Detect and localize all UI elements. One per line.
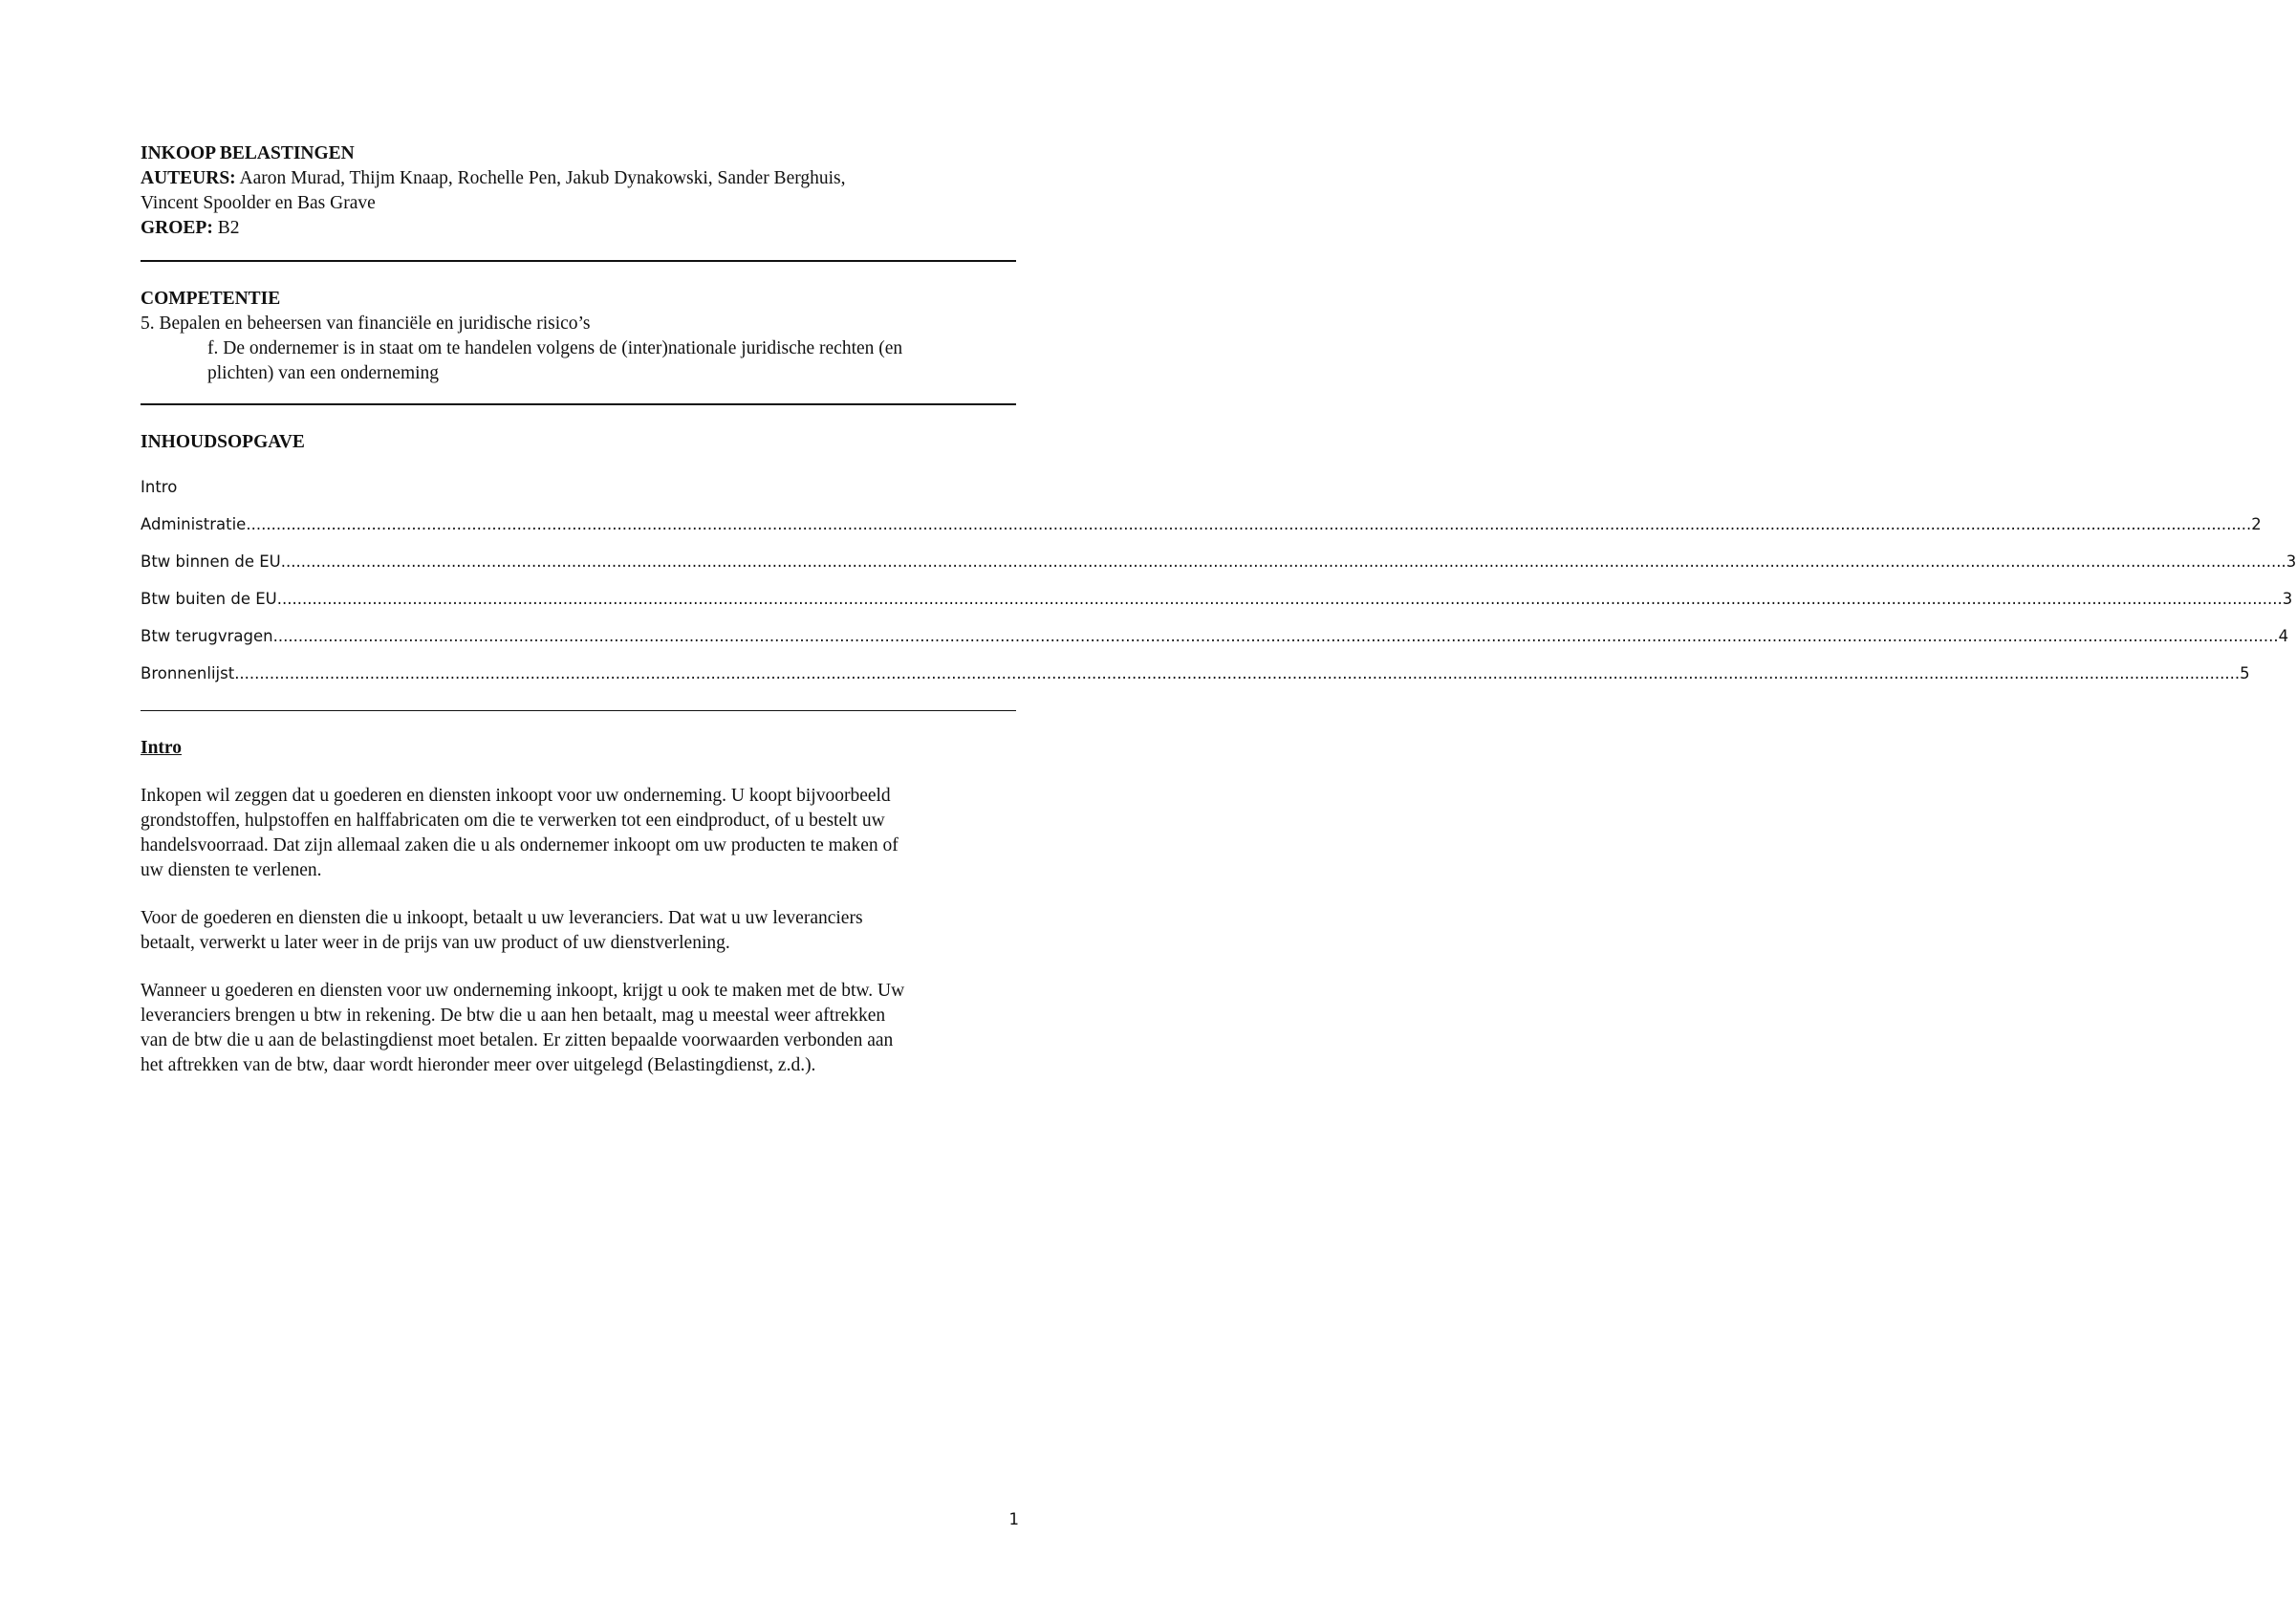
competence-heading: COMPETENTIE xyxy=(141,289,281,309)
intro-paragraph-2 xyxy=(141,906,1016,956)
toc-leader-dots: ................................................................................................................................................................................................................................................................................................................................................................................................................ xyxy=(246,515,2252,533)
toc-leader-dots: ................................................................................................................................................................................................................................................................................................................................................................................................................ xyxy=(234,664,2241,682)
intro-paragraph-1 xyxy=(141,784,1016,883)
paragraph-line: van de btw die u aan de belastingdienst moet betalen. Er zitten bepaalde voorwaarden verbonden aan xyxy=(141,1030,894,1050)
document-title: INKOOP BELASTINGEN xyxy=(141,143,355,163)
toc-entry-page: 3 xyxy=(2285,552,2296,571)
authors-value-line1: Aaron Murad, Thijm Knaap, Rochelle Pen, Jakub Dynakowski, Sander Berghuis, xyxy=(235,168,846,188)
group-line xyxy=(141,216,1016,241)
paragraph-line: leveranciers brengen u btw in rekening. De btw die u aan hen betaalt, mag u meestal weer aftrekken xyxy=(141,1006,886,1026)
competence-sub-item-line1: f. De ondernemer is in staat om te handelen volgens de (inter)nationale juridische rechten (en xyxy=(207,338,903,358)
paragraph-line: betaalt, verwerkt u later weer in de prijs van uw product of uw dienstverlening. xyxy=(141,933,730,953)
toc-entry-page: 2 xyxy=(2251,515,2262,533)
toc-entry-label: Btw buiten de EU xyxy=(141,590,277,608)
toc-entry[interactable] xyxy=(141,515,2262,534)
paragraph-line: Wanneer u goederen en diensten voor uw onderneming inkoopt, krijgt u ook te maken met de btw. Uw xyxy=(141,981,905,1001)
title-block xyxy=(141,141,1016,241)
toc-entry-page: 3 xyxy=(2282,590,2293,608)
competence-section xyxy=(141,287,1016,386)
group-value: B2 xyxy=(212,218,240,238)
toc-entry-page: 4 xyxy=(2278,627,2289,645)
paragraph-line: het aftrekken van de btw, daar wordt hieronder meer over uitgelegd (Belastingdienst, z.d.). xyxy=(141,1055,816,1075)
competence-item: 5. Bepalen en beheersen van financiële en juridische risico’s xyxy=(141,314,591,334)
authors-label: AUTEURS: xyxy=(141,168,236,188)
toc-entry-label: Bronnenlijst xyxy=(141,664,235,682)
toc-heading: INHOUDSOPGAVE xyxy=(141,432,305,452)
toc-entry[interactable] xyxy=(141,590,2293,609)
paragraph-line: uw diensten te verlenen. xyxy=(141,860,322,880)
authors-value-line2: Vincent Spoolder en Bas Grave xyxy=(141,193,376,213)
toc-entry[interactable] xyxy=(141,627,2289,646)
toc-entry[interactable] xyxy=(141,664,2250,683)
intro-paragraph-3 xyxy=(141,979,1016,1078)
toc-leader-dots: ................................................................................................................................................................................................................................................................................................................................................................................................................ xyxy=(276,590,2283,608)
page-number: 1 xyxy=(1008,1510,1019,1528)
paragraph-line: Inkopen wil zeggen dat u goederen en diensten inkoopt voor uw onderneming. U koopt bijvoorbeeld xyxy=(141,786,891,806)
toc-entry-page: 5 xyxy=(2240,664,2250,682)
paragraph-line: grondstoffen, hulpstoffen en halffabricaten om die te verwerken tot een eindproduct, of u bestelt uw xyxy=(141,811,885,831)
toc-entry-label: Administratie xyxy=(141,515,247,533)
page-content xyxy=(141,141,2296,1078)
intro-heading: Intro xyxy=(141,738,182,758)
paragraph-line: handelsvoorraad. Dat zijn allemaal zaken die u als ondernemer inkoopt om uw producten te maken of xyxy=(141,835,899,855)
toc-entry[interactable] xyxy=(141,552,2296,572)
toc-entry-label: Btw terugvragen xyxy=(141,627,273,645)
paragraph-line: Voor de goederen en diensten die u inkoopt, betaalt u uw leveranciers. Dat wat u uw leveranciers xyxy=(141,908,863,928)
toc-leader-dots: ................................................................................................................................................................................................................................................................................................................................................................................................................ xyxy=(280,552,2286,571)
toc-entry-label: Btw binnen de EU xyxy=(141,552,281,571)
intro-section xyxy=(141,736,1016,1078)
competence-sub-item-line2: plichten) van een onderneming xyxy=(207,363,440,383)
authors-line xyxy=(141,166,1016,191)
toc-intro-entry[interactable]: Intro xyxy=(141,478,178,496)
group-label: GROEP: xyxy=(141,218,213,238)
toc-leader-dots: ................................................................................................................................................................................................................................................................................................................................................................................................................ xyxy=(272,627,2279,645)
toc-entries xyxy=(141,497,2296,683)
toc-section xyxy=(141,430,2296,683)
